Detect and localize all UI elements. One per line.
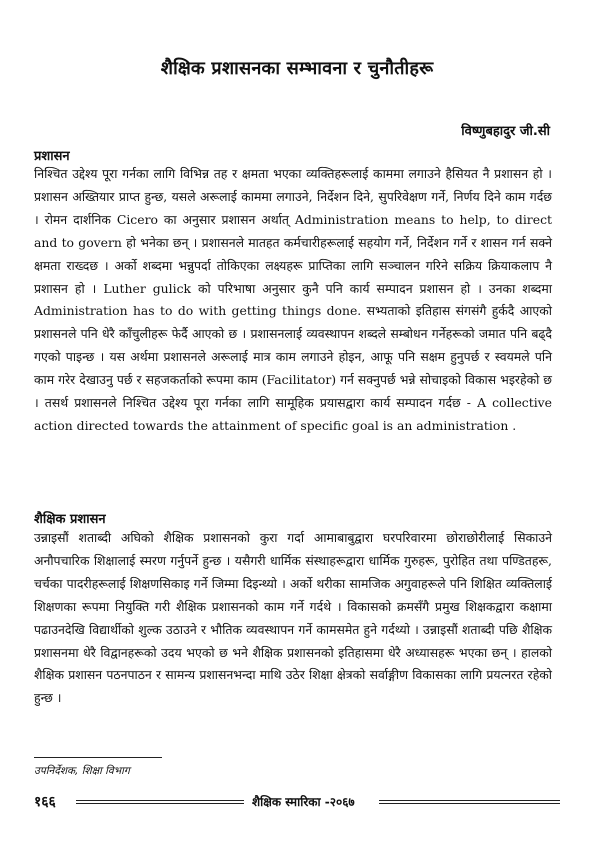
- page-number: १६६: [34, 794, 56, 810]
- footer-rule-right: [379, 800, 560, 804]
- journal-name: शैक्षिक स्मारिका -२०६७: [252, 795, 355, 809]
- author-name: विष्णुबहादुर जी.सी: [461, 124, 550, 139]
- section-heading-administration: प्रशासन: [34, 149, 70, 164]
- section-body-educational-administration: उन्नाइसौं शताब्दी अघिको शैक्षिक प्रशासनको कुरा गर्दा आमाबाबुद्वारा घरपरिवारमा छोराछोरीलाई सिकाउने अनौपचारिक शिक्षालाई स्मरण गर्नुपर्ने हुन्छ । यसैगरी धार्मिक संस्थाहरूद्वारा धार्मिक गुरुहरू, पुरोहित तथा पण्डितहरू, चर्चका पादरीहरूलाई शिक्षणसिकाइ गर्ने जिम्मा दिइन्थ्यो । अर्को थरीका सामजिक अगुवाहरूले पनि शिक्षित व्यक्तिलाई शिक्षणका रूपमा नियुक्ति गरी शैक्षिक प्रशासनको काम गर्ने गर्दथे । विकासको क्रमसँगै प्रमुख शिक्षकद्वारा कक्षामा पढाउनदेखि विद्यार्थीको शुल्क उठाउने र भौतिक व्यवस्थापन गर्ने कामसमेत हुने गर्दथ्यो । उन्नाइसौं शताब्दी पछि शैक्षिक प्रशासनमा धेरै विद्वानहरूको उदय भएको छ भने शैक्षिक प्रशासनको इतिहासमा धेरै अध्यासहरू भएका छन् । हालको शैक्षिक प्रशासन पठनपाठन र सामन्य प्रशासनभन्दा माथि उठेर शिक्षा क्षेत्रको सर्वाङ्गीण विकासका लागि प्रयत्नरत रहेको हुन्छ ।: [34, 530, 552, 706]
- section-heading-educational-administration: शैक्षिक प्रशासन: [34, 512, 106, 527]
- footer-rule-left: [76, 800, 244, 804]
- section-body-administration: निश्चित उद्देश्य पूरा गर्नका लागि विभिन्न तह र क्षमता भएका व्यक्तिहरूलाई काममा लगाउने हैसियत नै प्रशासन हो । प्रशासन अख्तियार प्राप्त हुन्छ, यसले अरूलाई काममा लगाउने, निर्देशन दिने, सुपरिवेक्षण गर्ने, निर्णय दिने काम गर्दछ । रोमन दार्शनिक Cicero का अनुसार प्रशासन अर्थात् Administration means to help, to direct and to govern हो भनेका छन् । प्रशासनले मातहत कर्मचारीहरूलाई सहयोग गर्ने, निर्देशन गर्ने र शासन गर्न सक्ने क्षमता राख्दछ । अर्को शब्दमा भन्नुपर्दा तोकिएका लक्ष्यहरू प्राप्तिका लागि सञ्चालन गरिने सक्रिय क्रियाकलाप नै प्रशासन हो । Luther gulick को परिभाषा अनुसार कुनै पनि कार्य सम्पादन प्रशासन हो । उनका शब्दमा Administration has to do with getting things done. सभ्यताको इतिहास संगसंगै हुर्कदै आएको प्रशासनले पनि धेरै काँचुलीहरू फेर्दै आएको छ । प्रशासनलाई व्यवस्थापन शब्दले सम्बोधन गर्नेहरूको जमात पनि बढ्दै गएको पाइन्छ । यस अर्थमा प्रशासनले अरूलाई मात्र काम लगाउने होइन, आफू पनि सक्षम हुनुपर्छ र स्वयमले पनि काम गरेर देखाउनु पर्छ र सहजकर्ताको रूपमा काम (Facilitator) गर्न सक्नुपर्छ भन्ने सोचाइको विकास भइरहेको छ । तसर्थ प्रशासनले निश्चित उद्देश्य पूरा गर्नका लागि सामूहिक प्रयासद्वारा कार्य सम्पादन गर्दछ - A collective action directed towards the attainment of specific goal is an administration .: [34, 166, 552, 433]
- footnote: उपनिर्देशक, शिक्षा विभाग: [34, 765, 130, 777]
- footnote-divider: [34, 757, 162, 758]
- page-footer: [34, 792, 560, 812]
- article-title: शैक्षिक प्रशासनका सम्भावना र चुनौतीहरू: [160, 58, 434, 79]
